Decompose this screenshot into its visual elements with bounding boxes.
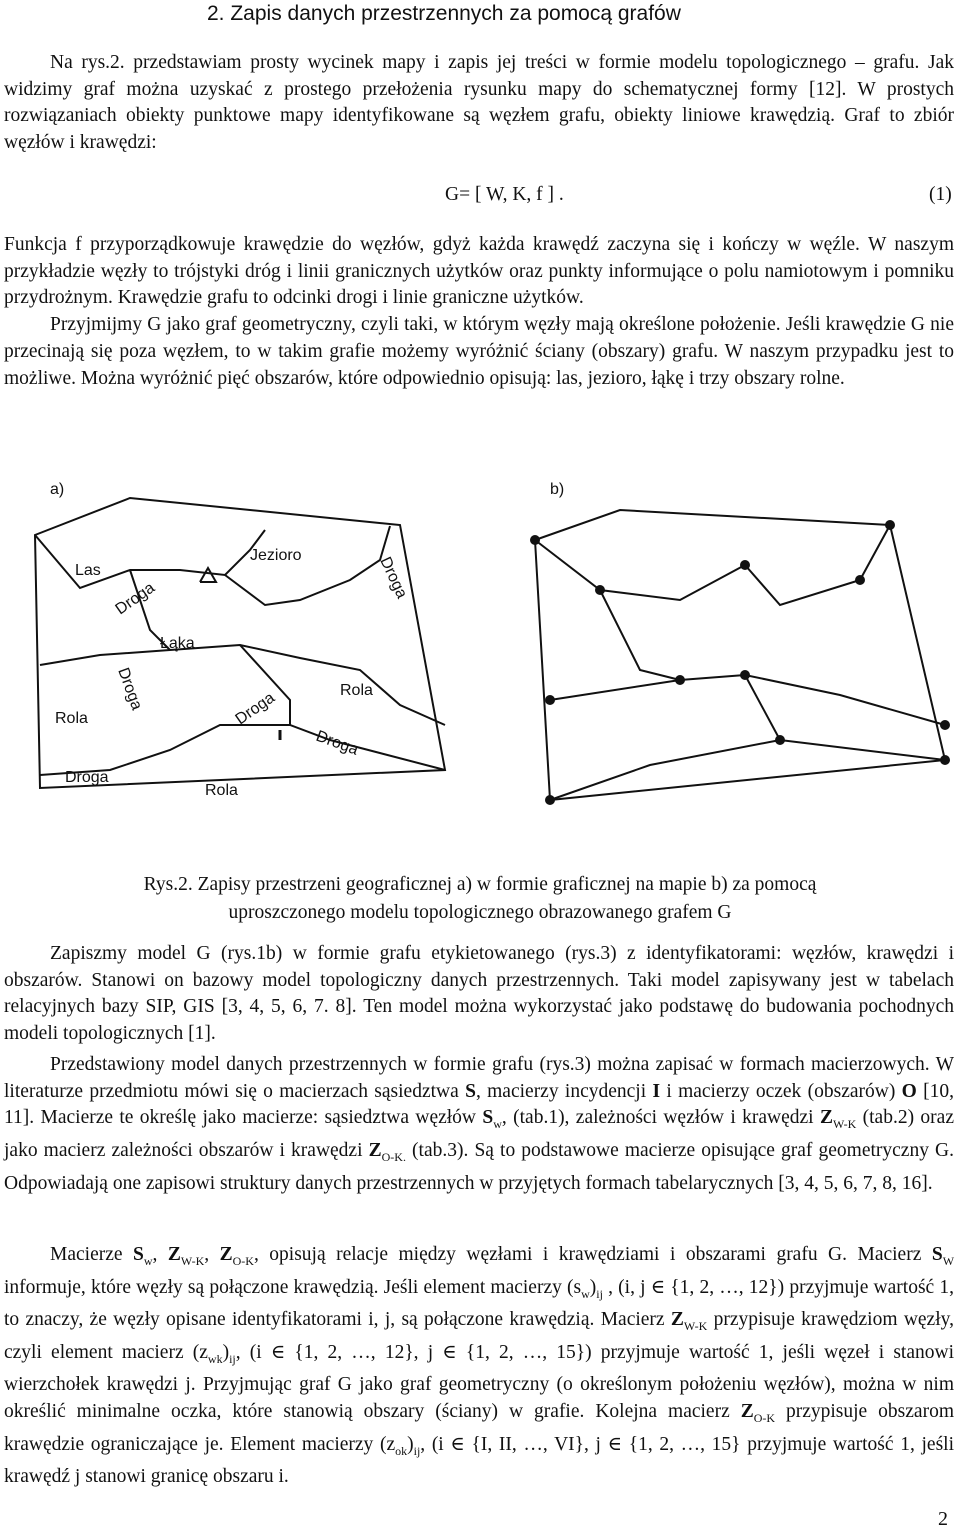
graph-node xyxy=(740,670,750,680)
map-outline xyxy=(35,498,445,788)
paragraph-model: Zapiszmy model G (rys.1b) w formie grafu etykietowanego (rys.3) z identyfikatorami: węzłów, krawędzi i obszarów. Stanowi on bazowy model topologiczny danych przestrzennych. Taki model zapisywany jest w tabelach relacyjnych bazy SIP, GIS [3, 4, 5, 6, 7. 8]. Ten model można wykorzystać jako podstawę do budowania pochodnych modeli topologicznych [1]. xyxy=(4,943,954,1045)
equation-number: (1) xyxy=(929,184,952,205)
paragraph-matrix-description: Macierze $S_w$, $Z_{W-K}$, $Z_{O-K}$, opisują relacje między węzłami i krawędziami i obszarami grafu G. Macierz $S_W$ informuje, które węzły są połączone krawędzią. Jeśli element macierzy $(s_w)_{ij}$ , (i, j ∈ {1, 2, …, 12}) przyjmuje wartość 1, to znaczy, że węzły opisane identyfikatorami i, j, są połączone krawędzią. Macierz $Z_{W-K}$ przypisuje krawędziom węzły, czyli element macierz $(z_{wk})_{ij}$, (i ∈ {1, 2, …, 12}, j ∈ {1, 2, …, 15}) przyjmuje wartość 1, jeśli węzeł i stanowi wierzchołek krawędzi j. Przyjmując graf G jako graf geometryczny (o określonym położeniu węzłów), można w nim określić minimalne oczka, które stanowią obszary (ściany) w grafie. Kolejna macierz $Z_{O-K}$ przypisuje obszarom krawędzie ograniczające je. Element macierzy $(z_{ok})_{ij}$, (i ∈ {I, II, …, VI}, j ∈ {1, 2, …, 15} przyjmuje wartość 1, jeśli krawędź j stanowi granicę obszaru i. xyxy=(4,1244,955,1488)
label-rola-2: Rola xyxy=(55,710,88,727)
graph-node xyxy=(855,575,865,585)
graph-nodes xyxy=(530,520,950,805)
graph-b xyxy=(535,510,945,800)
label-droga-1: Droga xyxy=(112,579,158,619)
graph-node xyxy=(675,675,685,685)
section-heading: 2. Zapis danych przestrzennych za pomocą grafów xyxy=(207,2,681,25)
road-segment-3 xyxy=(40,725,445,775)
label-laka: Łąka xyxy=(160,635,195,652)
label-droga-4: Droga xyxy=(232,689,278,729)
figure-caption-line1: Rys.2. Zapisy przestrzeni geograficznej a) w formie graficznej na mapie b) za pomocą xyxy=(143,874,817,895)
paragraph-function: Funkcja f przyporządkowuje krawędzie do węzłów, gdyż każda krawędź zaczyna się i kończy w węźle. W naszym przykładzie węzły to trójstyki dróg i linii granicznych użytków oraz punkty informujące o polu namiotowym i pomniku przydrożnym. Krawędzie grafu to odcinki drogi i linie graniczne użytków. Przyjmijmy G jako graf geometryczny, czyli taki, w którym węzły mają określone położenie. Jeśli krawędzie G nie przecinają się poza węzłem, to w takim grafie możemy wyróżnić ściany (obszary) grafu. W naszym przypadku jest to możliwe. Można wyróżnić pięć obszarów, które odpowiednio opisują: las, jezioro, łąkę i trzy obszary rolne. xyxy=(4,234,954,389)
graph-node xyxy=(595,585,605,595)
figure-label-a: a) xyxy=(50,481,65,498)
label-droga-5: Droga xyxy=(313,727,361,759)
tent-symbol xyxy=(200,568,216,582)
label-droga-2: Droga xyxy=(376,554,411,602)
graph-node xyxy=(545,795,555,805)
graph-equation: G= [ W, K, f ] . xyxy=(445,184,564,205)
figure-svg xyxy=(0,470,960,830)
label-rola-1: Rola xyxy=(340,682,373,699)
graph-edge-forest xyxy=(535,540,745,600)
paragraph-intro: Na rys.2. przedstawiam prosty wycinek mapy i zapis jej treści w formie modelu topologicznego – grafu. Jak widzimy graf można uzyskać z prostego przełożenia rysunku mapy do schematycznej formy [12]. W prostych rozwiązaniach obiekty punktowe mapy identyfikowane są węzłem grafu, obiekty liniowe krawędzią. Graf to zbiór węzłów i krawędzi: xyxy=(4,52,954,154)
graph-node xyxy=(530,535,540,545)
label-jezioro: Jezioro xyxy=(250,547,302,564)
graph-edge-road-1 xyxy=(600,590,680,680)
graph-node xyxy=(940,755,950,765)
graph-node xyxy=(545,695,555,705)
map-a xyxy=(35,498,445,788)
graph-edge-road-3 xyxy=(550,740,945,800)
label-rola-3: Rola xyxy=(205,782,238,799)
graph-edge-lake xyxy=(745,525,890,605)
graph-node xyxy=(740,560,750,570)
paragraph-matrices: Przedstawiony model danych przestrzennych w formie grafu (rys.3) można zapisać w formach macierzowych. W literaturze przedmiotu mówi się o macierzach sąsiedztwa S, macierzy incydencji I i macierzy oczek (obszarów) O [10, 11]. Macierze te określę jako macierze: sąsiedztwa węzłów $S_w$, (tab.1), zależności węzłów i krawędzi $Z_{W-K}$ (tab.2) oraz jako macierz zależności obszarów i krawędzi $Z_{O-K.}$ (tab.3). Są to podstawowe macierze opisujące graf geometryczny G. Odpowiadają one zapisowi struktury danych przestrzennych w przyjętych formach tabelarycznych [3, 4, 5, 6, 7, 8, 16]. xyxy=(4,1054,955,1194)
page-number: 2 xyxy=(938,1508,948,1530)
graph-node xyxy=(775,735,785,745)
lake-boundary xyxy=(225,526,390,605)
figure-label-b: b) xyxy=(550,481,565,498)
label-droga-3: Droga xyxy=(114,665,146,713)
label-droga-6: Droga xyxy=(65,769,109,786)
figure-rys2 xyxy=(0,470,960,830)
graph-edge-road-2 xyxy=(745,675,780,740)
graph-node xyxy=(885,520,895,530)
label-las: Las xyxy=(75,562,101,579)
figure-caption-line2: uproszczonego modelu topologicznego obrazowanego grafem G xyxy=(228,902,732,923)
graph-edge-meadow xyxy=(550,675,945,725)
graph-outline xyxy=(535,510,945,800)
graph-node xyxy=(940,720,950,730)
